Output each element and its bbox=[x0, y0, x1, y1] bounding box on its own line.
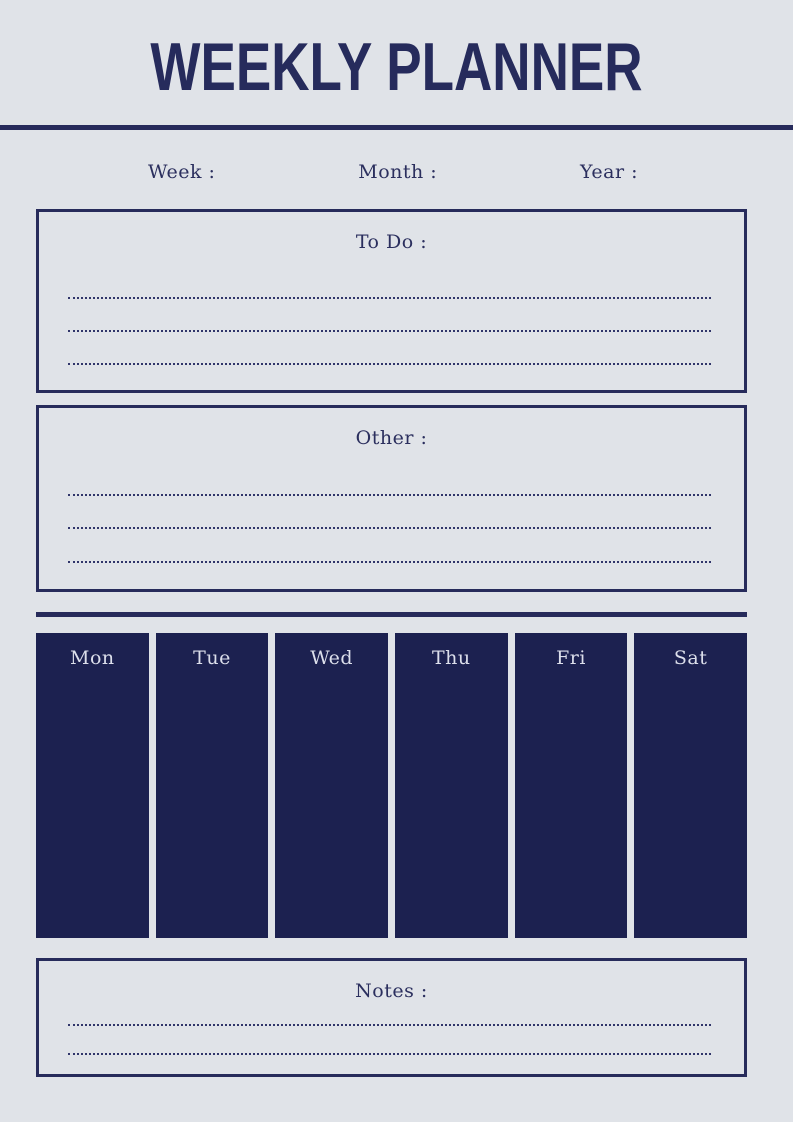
year-field-label: Year : bbox=[580, 161, 638, 183]
other-section-title: Other : bbox=[355, 427, 428, 449]
other-writing-line bbox=[68, 561, 711, 563]
day-label: Fri bbox=[556, 647, 586, 669]
todo-writing-line bbox=[68, 297, 711, 299]
notes-section bbox=[36, 958, 747, 1077]
todo-writing-line bbox=[68, 363, 711, 365]
day-label: Sat bbox=[673, 647, 708, 669]
day-column-tue bbox=[156, 633, 269, 938]
day-label: Tue bbox=[193, 647, 231, 669]
day-column-mon bbox=[36, 633, 149, 938]
day-column-thu bbox=[395, 633, 508, 938]
todo-section-title: To Do : bbox=[355, 231, 428, 253]
day-column-fri bbox=[515, 633, 628, 938]
title-divider bbox=[0, 125, 793, 130]
other-section bbox=[36, 405, 747, 592]
date-fields-row bbox=[148, 161, 638, 183]
day-label: Mon bbox=[70, 647, 115, 669]
todo-section bbox=[36, 209, 747, 393]
day-column-sat bbox=[634, 633, 747, 938]
section-divider bbox=[36, 612, 747, 617]
week-days-grid bbox=[36, 633, 747, 938]
week-field-label: Week : bbox=[148, 161, 216, 183]
notes-section-title: Notes : bbox=[355, 980, 428, 1002]
day-column-wed bbox=[275, 633, 388, 938]
todo-writing-line bbox=[68, 330, 711, 332]
month-field-label: Month : bbox=[358, 161, 438, 183]
notes-writing-line bbox=[68, 1024, 711, 1026]
other-writing-line bbox=[68, 527, 711, 529]
other-writing-line bbox=[68, 494, 711, 496]
day-label: Wed bbox=[310, 647, 354, 669]
notes-writing-line bbox=[68, 1053, 711, 1055]
day-label: Thu bbox=[431, 647, 471, 669]
page-title: WEEKLY PLANNER bbox=[150, 29, 643, 105]
